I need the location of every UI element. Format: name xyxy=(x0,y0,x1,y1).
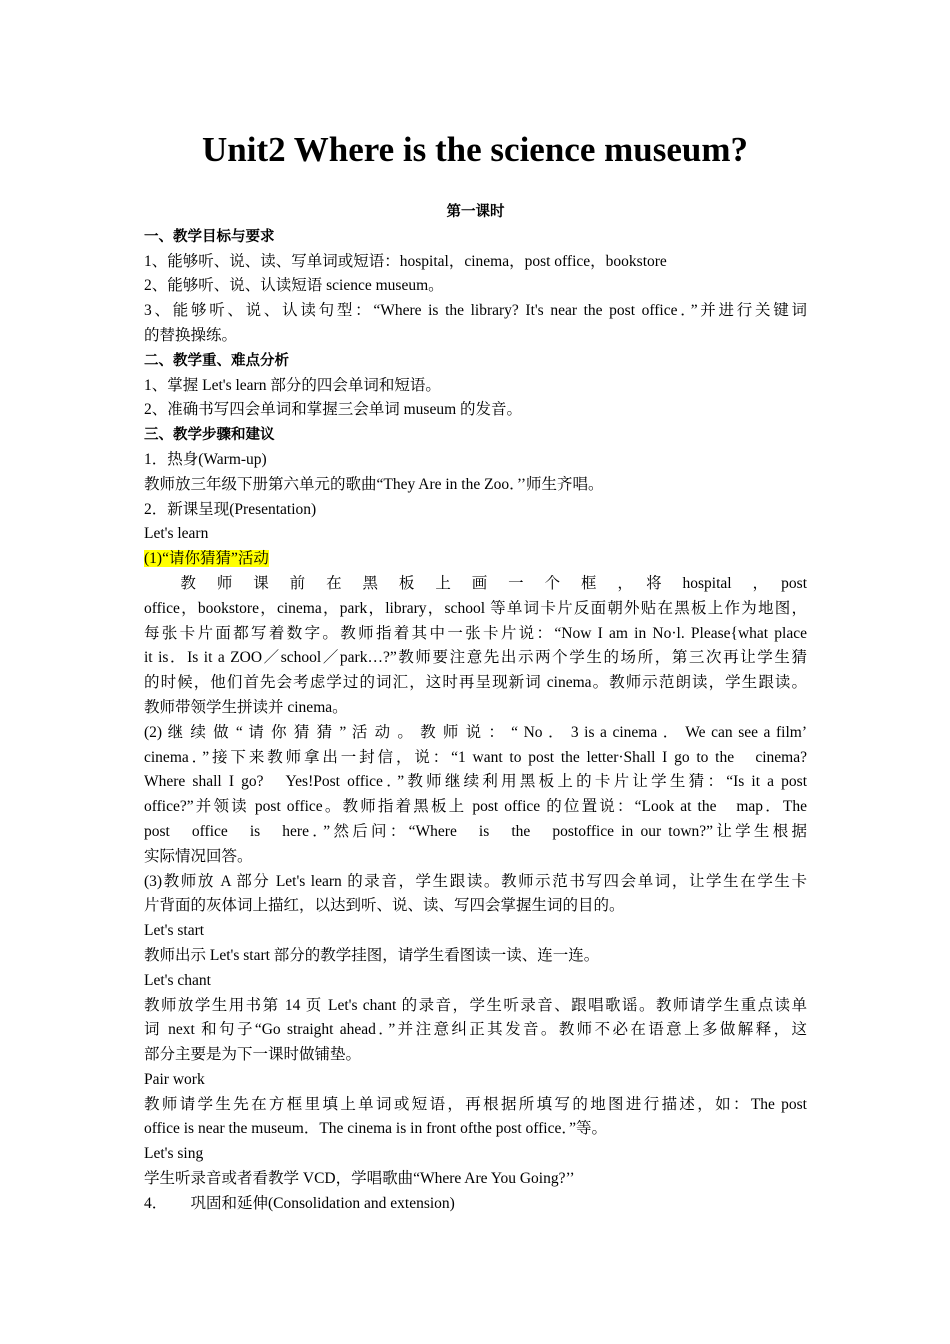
text-line: 教 师 课 前 在 黑 板 上 画 一 个 框 ， 将 hospital ， post xyxy=(144,574,807,592)
text-line: 2．新课呈现(Presentation) xyxy=(144,500,317,518)
text-line: 1．热身(Warm-up) xyxy=(144,450,267,468)
text-line: 每张卡片面都写着数字。教师指着其中一张卡片说：“Now I am in No·l. Please{what place xyxy=(144,624,807,642)
text-line: 1、能够听、说、读、写单词或短语：hospital，cinema，post office，bookstore xyxy=(144,252,667,270)
text-line: (2) 继 续 做 “ 请 你 猜 猜 ” 活 动 。 教 师 说 ： “ No ． 3 is a cinema ． We can see a film’ xyxy=(144,723,807,741)
text-line: it is．Is it a ZOO／school／park…?”教师要注意先出示两个学生的场所，第三次再让学生猜 xyxy=(144,649,807,667)
text-line: 实际情况回答。 xyxy=(144,847,253,865)
document-title: Unit2 Where is the science museum? xyxy=(201,130,749,169)
text-line: 教师放学生用书第 14 页 Let's chant 的录音，学生听录音、跟唱歌谣。教师请学生重点读单 xyxy=(144,996,807,1014)
text-line: 教师出示 Let's start 部分的教学挂图，请学生看图读一读、连一连。 xyxy=(144,946,600,964)
highlighted-line xyxy=(144,547,807,572)
text-line: 教师带领学生拼读并 cinema。 xyxy=(144,698,348,716)
text-line: 片背面的灰体词上描红，以达到听、说、读、写四会掌握生词的目的。 xyxy=(144,897,625,915)
highlight-mark: (1)“请你猜猜”活动 xyxy=(144,550,269,568)
text-line: 教师放三年级下册第六单元的歌曲“They Are in the Zoo．’’师生齐唱。 xyxy=(144,475,604,493)
document-body xyxy=(144,200,807,1217)
text-line: Pair work xyxy=(144,1070,205,1088)
text-line: cinema．”接下来教师拿出一封信，说：“1 want to post the letter·Shall I go to the cinema? xyxy=(144,748,807,766)
text-line: (3)教师放 A 部分 Let's learn 的录音，学生跟读。教师示范书写四会单词，让学生在学生卡 xyxy=(144,872,807,890)
text-line: Let's chant xyxy=(144,971,211,989)
lesson-heading: 第一课时 xyxy=(446,204,505,220)
text-line: Let's learn xyxy=(144,525,209,543)
text-line: 部分主要是为下一课时做铺垫。 xyxy=(144,1046,362,1064)
text-line: 4． 巩固和延伸(Consolidation and extension) xyxy=(144,1194,455,1212)
text-line: Where shall I go? Yes!Post office．”教师继续利用黑板上的卡片让学生猜：“Is it a post xyxy=(144,773,807,791)
text-line: Let's start xyxy=(144,922,205,940)
text-line: office，bookstore，cinema，park，library，school 等单词卡片反面朝外贴在黑板上作为地图， xyxy=(144,599,807,617)
text-line: 的替换操练。 xyxy=(144,326,238,344)
text-line: 词 next 和句子“Go straight ahead．”并注意纠正其发音。教师不必在语意上多做解释，这 xyxy=(144,1021,807,1039)
text-line: office?”并领读 post office。教师指着黑板上 post office 的位置说：“Look at the map．The xyxy=(144,798,807,816)
text-line: office is near the museum．The cinema is in front ofthe post office．”等。 xyxy=(144,1120,608,1138)
text-line: Let's sing xyxy=(144,1145,204,1163)
text-line: 的时候，他们首先会考虑学过的词汇，这时再呈现新词 cinema。教师示范朗读，学生跟读。 xyxy=(144,674,807,692)
paragraph-lines xyxy=(144,225,807,1217)
section-heading: 一、教学目标与要求 xyxy=(144,228,275,245)
text-line: 2、准确书写四会单词和掌握三会单词 museum 的发音。 xyxy=(144,401,523,419)
text-line: 2、能够听、说、认读短语 science museum。 xyxy=(144,277,444,295)
section-heading: 二、教学重、难点分析 xyxy=(144,352,289,369)
text-line: 1、掌握 Let's learn 部分的四会单词和短语。 xyxy=(144,376,441,394)
text-line: 教师请学生先在方框里填上单词或短语，再根据所填写的地图进行描述，如：The post xyxy=(144,1095,807,1113)
section-heading: 三、教学步骤和建议 xyxy=(144,427,275,444)
text-line: post office is here．”然后问：“Where is the postoffice in our town?”让学生根据 xyxy=(144,822,807,840)
text-line: 3、能够听、说、认读句型：“Where is the library? It's near the post office．”并进行关键词 xyxy=(144,302,807,320)
text-line: 学生听录音或者看教学 VCD，学唱歌曲“Where Are You Going?’’ xyxy=(144,1170,575,1188)
